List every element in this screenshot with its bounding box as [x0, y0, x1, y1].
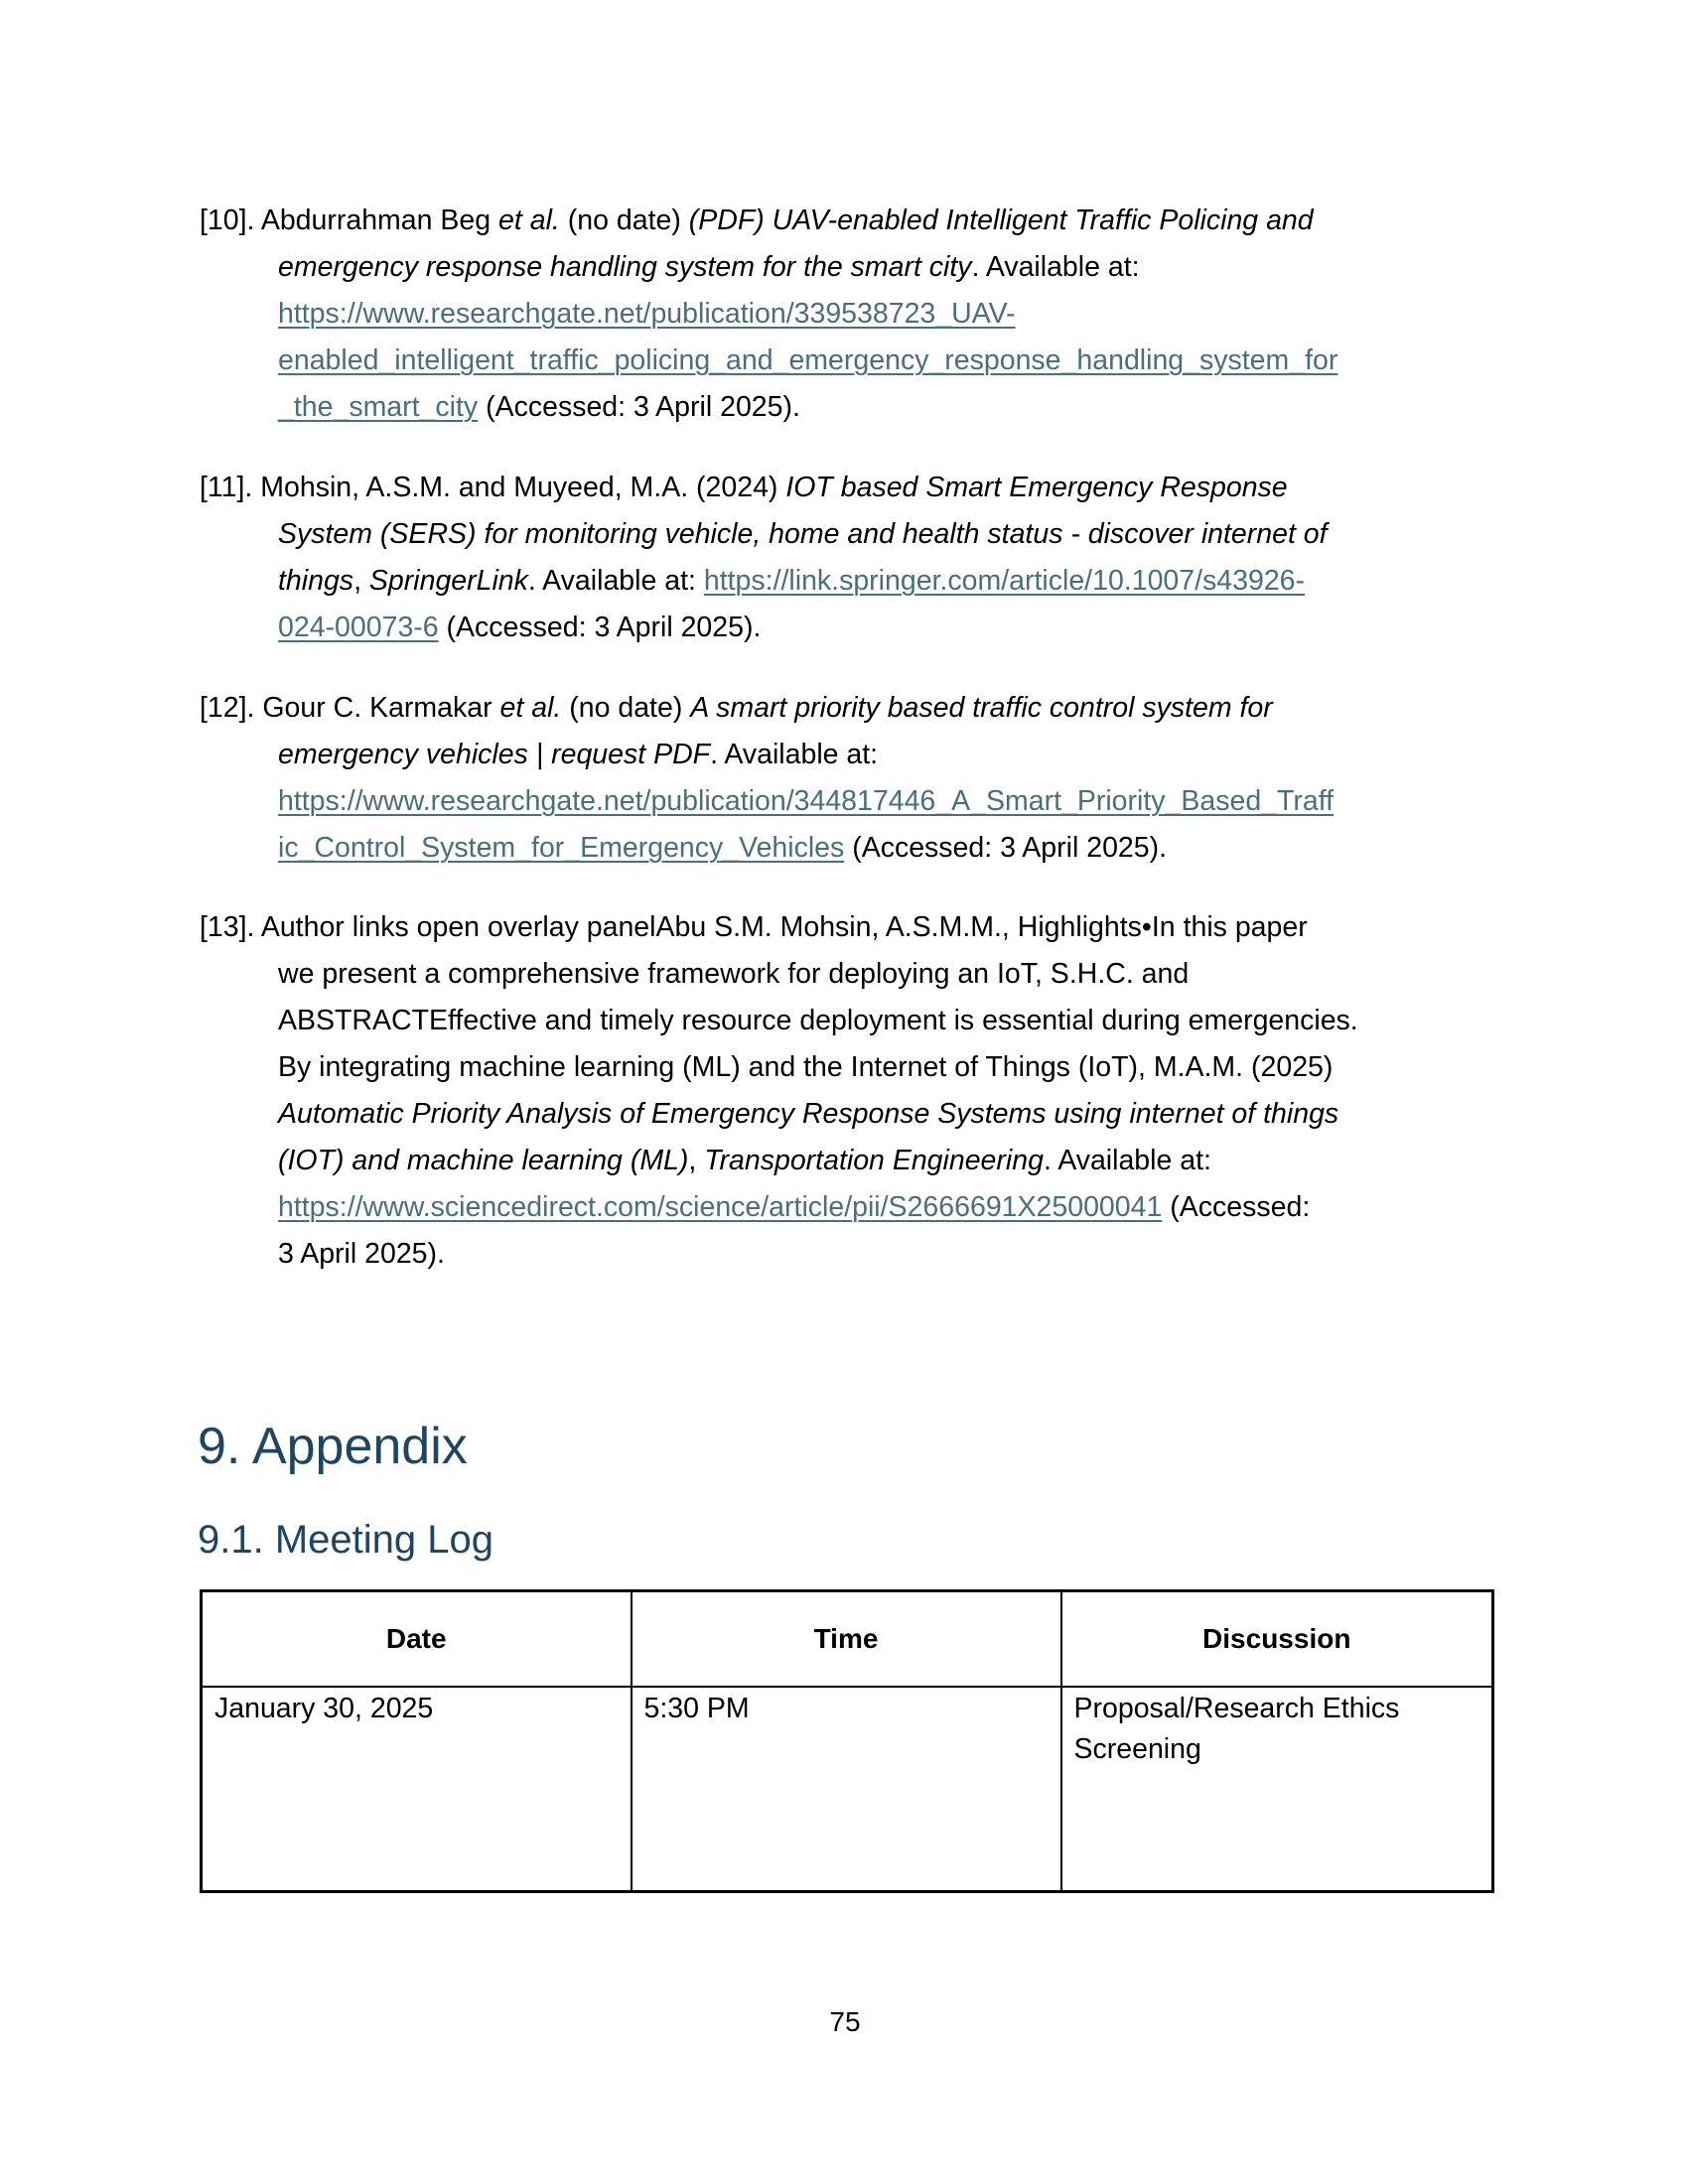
reference-12 — [200, 685, 1510, 872]
reference-line — [200, 951, 1510, 998]
reference-number: [13]. — [200, 911, 261, 943]
reference-line — [200, 605, 1510, 651]
reference-text: , — [688, 1145, 705, 1176]
reference-number: [10]. — [200, 205, 261, 236]
reference-link[interactable]: https://www.sciencedirect.com/science/article/pii/S2666691X25000041 — [278, 1191, 1163, 1223]
reference-italic-text: Transportation Engineering — [704, 1145, 1044, 1176]
reference-text: By integrating machine learning (ML) and the Internet of Things (IoT), M.A.M. (2025) — [278, 1051, 1334, 1083]
column-header-discussion: Discussion — [1061, 1591, 1493, 1688]
reference-line — [200, 244, 1510, 291]
reference-line — [200, 338, 1510, 384]
reference-13 — [200, 904, 1510, 1278]
reference-text: Gour C. Karmakar — [262, 692, 500, 724]
reference-text: (Accessed: 3 April 2025). — [478, 391, 800, 423]
table-row — [202, 1687, 1493, 1892]
reference-italic-text: things — [278, 565, 354, 597]
reference-line — [200, 685, 1510, 732]
column-header-date: Date — [202, 1591, 632, 1688]
reference-link[interactable]: enabled_intelligent_traffic_policing_and_emergency_response_handling_system_for — [278, 344, 1338, 376]
reference-number: [11]. — [200, 472, 261, 503]
reference-italic-text: A smart priority based traffic control system for — [690, 692, 1273, 724]
reference-italic-text: Automatic Priority Analysis of Emergency Response Systems using internet of things — [278, 1098, 1339, 1130]
reference-text: (Accessed: 3 April 2025). — [844, 832, 1168, 864]
reference-italic-text: emergency vehicles | request PDF — [278, 739, 711, 770]
column-header-time: Time — [632, 1591, 1061, 1688]
reference-line — [200, 384, 1510, 431]
reference-text: we present a comprehensive framework for deploying an IoT, S.H.C. and — [278, 958, 1190, 990]
reference-italic-text: System (SERS) for monitoring vehicle, home and health status - discover internet of — [278, 518, 1328, 550]
reference-text: . Available at: — [710, 739, 879, 770]
reference-line — [200, 1044, 1510, 1091]
reference-italic-text: SpringerLink — [368, 565, 528, 597]
reference-line — [200, 778, 1510, 825]
reference-italic-text: (PDF) UAV-enabled Intelligent Traffic Policing and — [688, 205, 1314, 236]
reference-link[interactable]: https://www.researchgate.net/publication/339538723_UAV- — [278, 298, 1016, 330]
reference-italic-text: IOT based Smart Emergency Response — [785, 472, 1288, 503]
reference-number: [12]. — [200, 692, 263, 724]
reference-line — [200, 825, 1510, 872]
reference-text: (no date) — [559, 205, 689, 236]
reference-line — [200, 998, 1510, 1044]
reference-line — [200, 1231, 1510, 1278]
cell-discussion: Proposal/Research Ethics Screening — [1061, 1687, 1493, 1892]
appendix-heading: 9. Appendix — [198, 1418, 468, 1475]
reference-link[interactable]: https://link.springer.com/article/10.1007/s43926- — [703, 565, 1306, 597]
reference-line — [200, 198, 1510, 244]
reference-text: ABSTRACTEffective and timely resource deployment is essential during emergencies. — [278, 1005, 1358, 1036]
reference-text: (Accessed: — [1162, 1191, 1311, 1223]
reference-text: . Available at: — [971, 251, 1140, 283]
reference-italic-text: (IOT) and machine learning (ML) — [278, 1145, 689, 1176]
reference-line — [200, 904, 1510, 951]
reference-italic-text: emergency response handling system for the smart city — [278, 251, 972, 283]
reference-line — [200, 1091, 1510, 1138]
meeting-log-heading: 9.1. Meeting Log — [198, 1518, 493, 1562]
reference-line — [200, 1184, 1510, 1231]
reference-10 — [200, 198, 1510, 431]
reference-link[interactable]: 024-00073-6 — [278, 612, 439, 643]
cell-date: January 30, 2025 — [202, 1687, 632, 1892]
reference-text: 3 April 2025). — [278, 1238, 445, 1270]
reference-link[interactable]: ic_Control_System_for_Emergency_Vehicles — [278, 832, 845, 864]
reference-italic-text: et al. — [498, 205, 560, 236]
reference-text: . Available at: — [527, 565, 704, 597]
reference-text: Author links open overlay panelAbu S.M. Mohsin, A.S.M.M., Highlights•In this paper — [260, 911, 1308, 943]
reference-line — [200, 465, 1510, 511]
cell-time: 5:30 PM — [632, 1687, 1061, 1892]
reference-link[interactable]: _the_smart_city — [278, 391, 479, 423]
reference-line — [200, 291, 1510, 338]
reference-text: , — [353, 565, 369, 597]
reference-line — [200, 1138, 1510, 1184]
reference-italic-text: et al. — [499, 692, 562, 724]
reference-11 — [200, 465, 1510, 651]
reference-link[interactable]: https://www.researchgate.net/publication/344817446_A_Smart_Priority_Based_Traff — [278, 785, 1335, 817]
reference-text: . Available at: — [1043, 1145, 1211, 1176]
reference-line — [200, 558, 1510, 605]
table-header-row — [202, 1591, 1493, 1688]
reference-text: (Accessed: 3 April 2025). — [438, 612, 762, 643]
reference-text: Mohsin, A.S.M. and Muyeed, M.A. (2024) — [260, 472, 786, 503]
reference-text: Abdurrahman Beg — [260, 205, 499, 236]
meeting-log-table — [200, 1589, 1494, 1893]
page-number: 75 — [829, 2006, 861, 2037]
reference-line — [200, 732, 1510, 778]
reference-text: (no date) — [561, 692, 691, 724]
reference-line — [200, 511, 1510, 558]
